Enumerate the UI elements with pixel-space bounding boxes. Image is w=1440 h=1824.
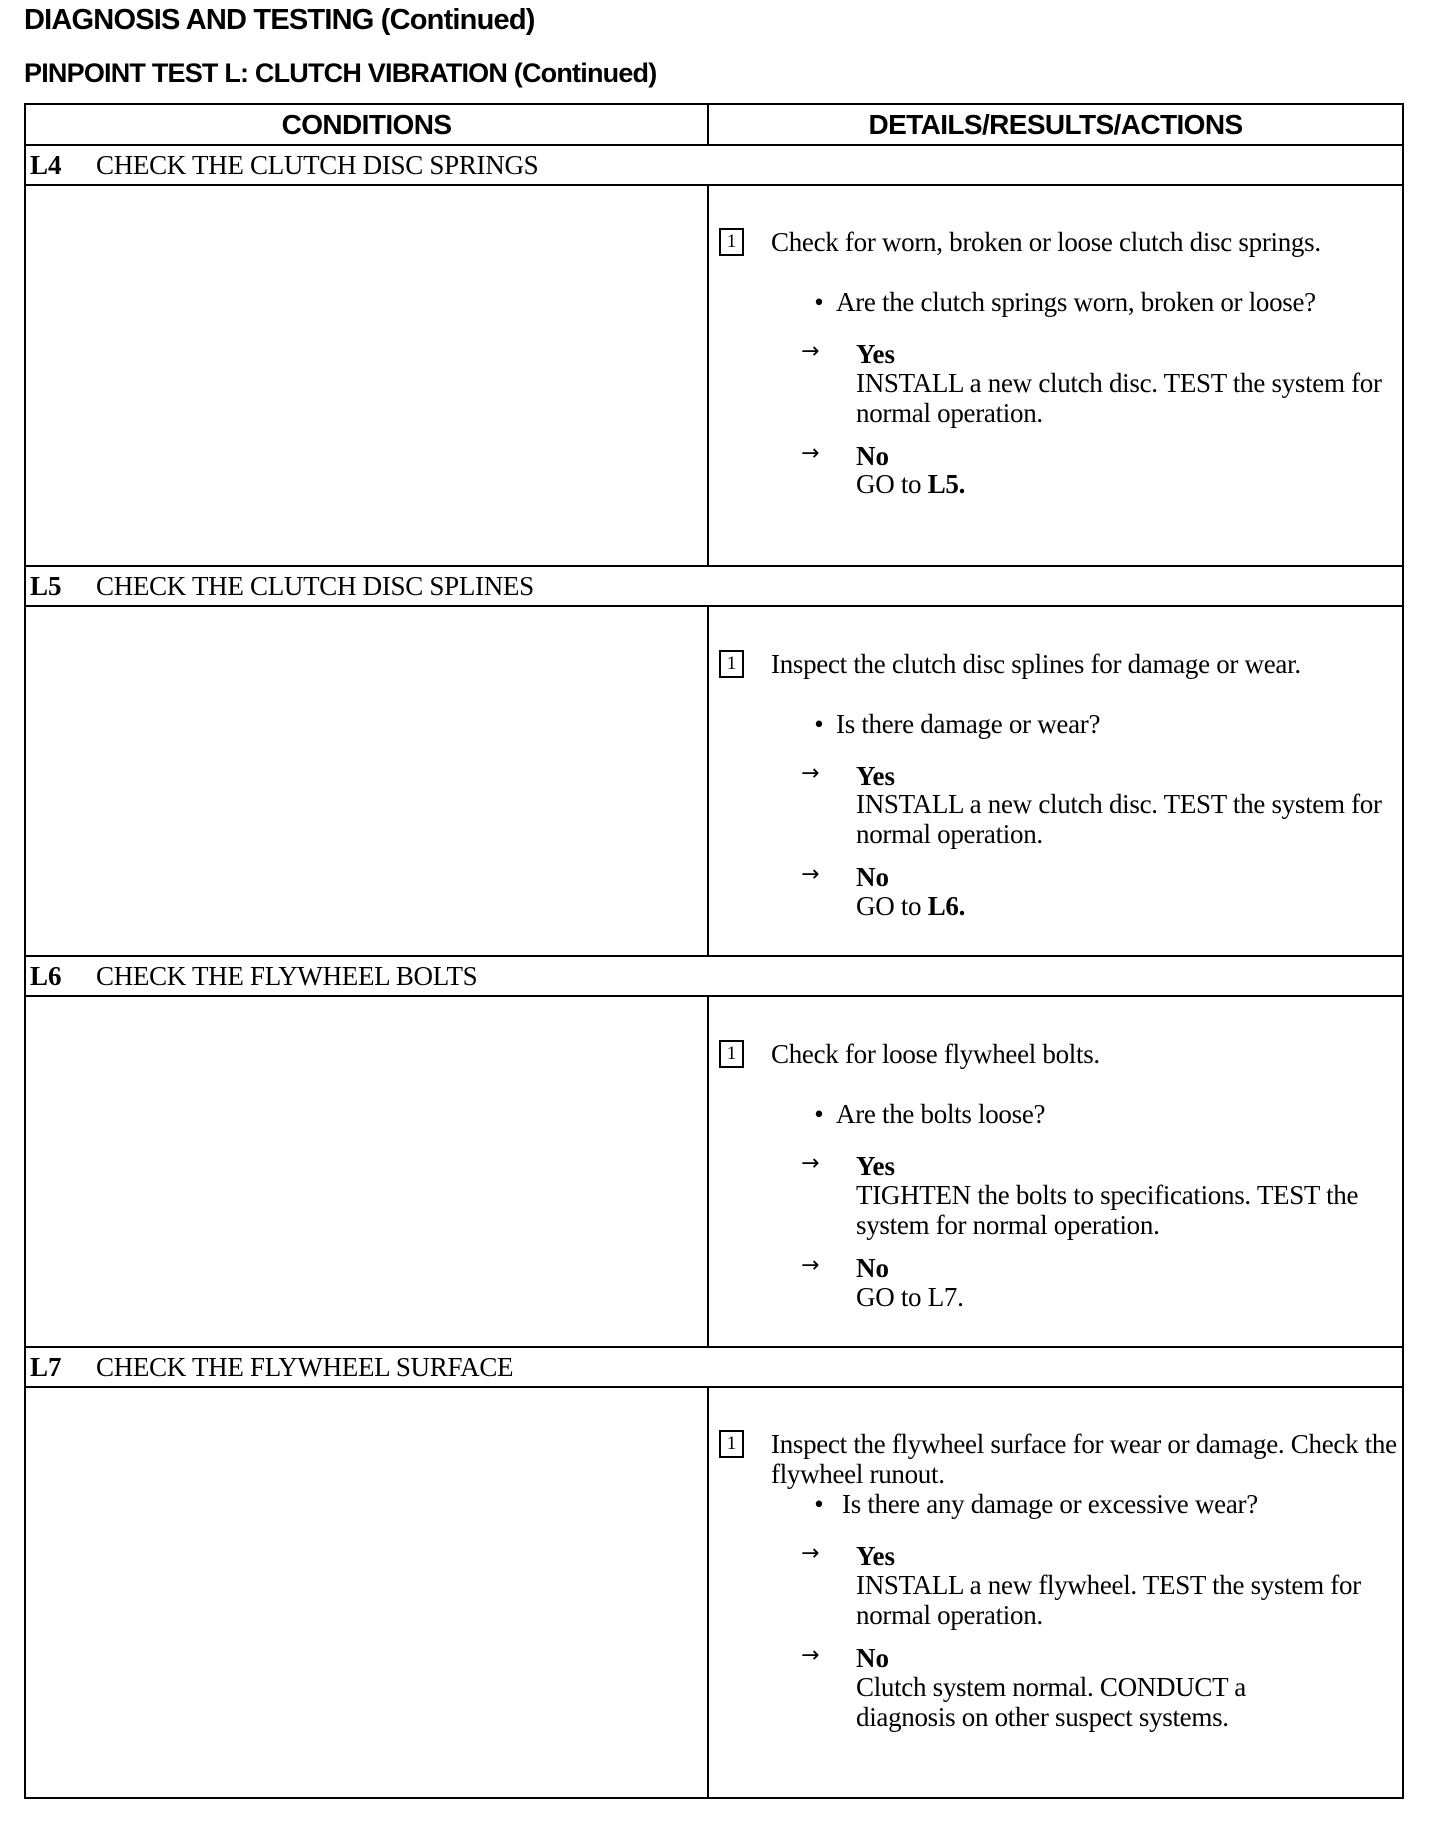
yes-action: INSTALL a new clutch disc. TEST the system for normal operation. (856, 368, 1382, 428)
no-label: No (856, 1643, 889, 1673)
yes-label: Yes (856, 1541, 895, 1571)
right-arrow-icon: → (801, 862, 820, 887)
step-number-box: 1 (719, 1430, 744, 1458)
no-action-prefix: GO to (856, 1282, 922, 1312)
step-number-box: 1 (719, 650, 744, 678)
details-column-header: DETAILS/RESULTS/ACTIONS (868, 109, 1243, 140)
no-action: Clutch system normal. CONDUCT a diagnosis on other suspect systems. (856, 1672, 1246, 1732)
next-step-ref: L6. (927, 891, 966, 921)
yes-action: INSTALL a new clutch disc. TEST the system for normal operation. (856, 789, 1382, 849)
conditions-column-header: CONDITIONS (281, 109, 452, 140)
yes-label: Yes (856, 761, 895, 791)
step-question: Is there any damage or excessive wear? (842, 1489, 1258, 1519)
no-label: No (856, 441, 889, 471)
step-number-box: 1 (719, 228, 744, 256)
page-title: DIAGNOSIS AND TESTING (Continued) (24, 4, 535, 36)
bullet-icon: • (814, 1099, 824, 1129)
step-title-l4 (26, 144, 1402, 186)
no-action (856, 469, 1416, 499)
step-instruction: Check for worn, broken or loose clutch disc springs. (771, 227, 1321, 257)
bullet-icon: • (814, 287, 824, 317)
right-arrow-icon: → (801, 1541, 820, 1566)
no-action-prefix: GO to (856, 469, 922, 499)
step-heading: CHECK THE CLUTCH DISC SPLINES (96, 571, 534, 601)
bullet-icon: • (814, 1489, 824, 1519)
step-instruction: Check for loose flywheel bolts. (771, 1039, 1100, 1069)
right-arrow-icon: → (801, 761, 820, 786)
step-id: L4 (30, 150, 62, 180)
step-instruction: Inspect the flywheel surface for wear or damage. Check the flywheel runout. (771, 1429, 1397, 1489)
step-heading: CHECK THE FLYWHEEL BOLTS (96, 961, 478, 991)
right-arrow-icon: → (801, 339, 820, 364)
right-arrow-icon: → (801, 1643, 820, 1668)
yes-action: TIGHTEN the bolts to specifications. TEST the system for normal operation. (856, 1180, 1359, 1240)
step-id: L6 (30, 961, 62, 991)
table-header (26, 105, 1402, 146)
right-arrow-icon: → (801, 1253, 820, 1278)
column-divider (707, 105, 709, 1797)
no-action (856, 1282, 1416, 1312)
no-action (856, 891, 1416, 921)
step-instruction: Inspect the clutch disc splines for damage or wear. (771, 649, 1301, 679)
step-id: L5 (30, 571, 62, 601)
step-id: L7 (30, 1352, 62, 1382)
no-label: No (856, 1253, 889, 1283)
step-question: Are the clutch springs worn, broken or loose? (836, 287, 1316, 317)
right-arrow-icon: → (801, 1151, 820, 1176)
step-question: Are the bolts loose? (836, 1099, 1046, 1129)
no-action-prefix: GO to (856, 891, 922, 921)
step-heading: CHECK THE FLYWHEEL SURFACE (96, 1352, 514, 1382)
step-heading: CHECK THE CLUTCH DISC SPRINGS (96, 150, 539, 180)
step-title-l7 (26, 1346, 1402, 1388)
yes-label: Yes (856, 1151, 895, 1181)
bullet-icon: • (814, 709, 824, 739)
yes-action: INSTALL a new flywheel. TEST the system for normal operation. (856, 1570, 1361, 1630)
step-title-l6 (26, 955, 1402, 997)
yes-label: Yes (856, 339, 895, 369)
next-step-ref: L7. (927, 1282, 964, 1312)
pinpoint-test-table (24, 103, 1404, 1799)
step-title-l5 (26, 565, 1402, 607)
next-step-ref: L5. (927, 469, 966, 499)
test-title: PINPOINT TEST L: CLUTCH VIBRATION (Continued) (24, 58, 657, 88)
no-label: No (856, 862, 889, 892)
right-arrow-icon: → (801, 441, 820, 466)
step-number-box: 1 (719, 1040, 744, 1068)
step-question: Is there damage or wear? (836, 709, 1101, 739)
